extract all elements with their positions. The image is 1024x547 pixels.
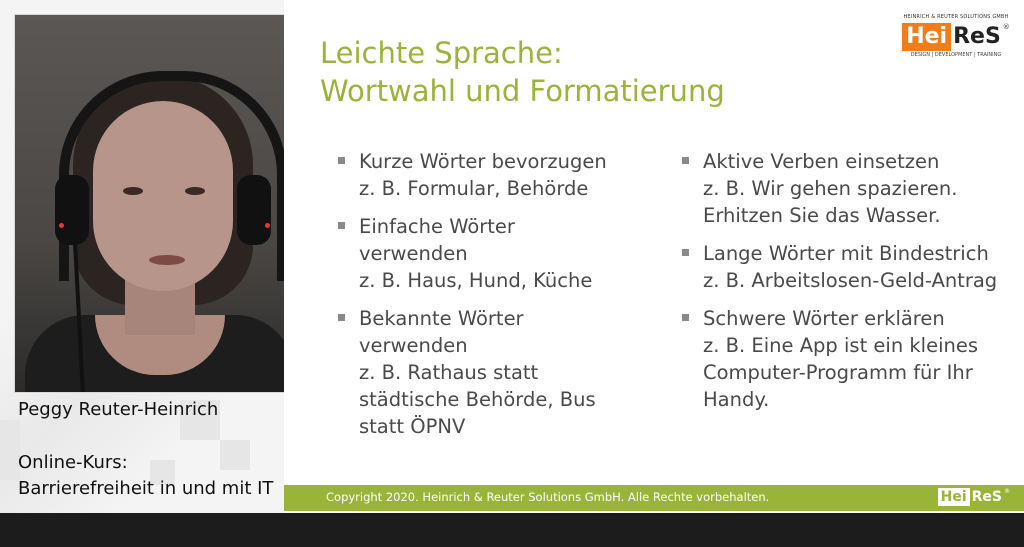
- footer-logo-hei: Hei: [938, 488, 970, 506]
- bullet-text: z. B. Eine App ist ein kleines: [703, 334, 979, 357]
- bullet-item: [682, 240, 1002, 294]
- course-title: Barrierefreiheit in und mit IT: [18, 478, 274, 499]
- logo-tagline: DESIGN | DEVELOPMENT | TRAINING: [910, 52, 1002, 58]
- bullet-text: z. B. Rathaus statt: [359, 361, 539, 384]
- slide-footer: [284, 485, 1024, 511]
- bullet-item: [682, 148, 1002, 229]
- headset-led: [265, 223, 270, 228]
- heires-logo: [898, 14, 1014, 66]
- bullet-square-icon: [682, 157, 689, 164]
- decor-square: [0, 420, 20, 480]
- slide-title: [320, 34, 725, 110]
- slide-title-line: Leichte Sprache:: [320, 36, 563, 70]
- slide-title-line: Wortwahl und Formatierung: [320, 74, 725, 108]
- bullet-item: [682, 305, 1002, 413]
- bullet-column-right: [682, 148, 1002, 424]
- bullet-item: [338, 305, 638, 440]
- bullet-text: verwenden: [359, 334, 468, 357]
- speaker-video: [14, 14, 284, 393]
- bullet-text: Bekannte Wörter: [359, 307, 524, 330]
- bullet-item: [338, 213, 638, 294]
- logo-hei: Hei: [902, 23, 951, 51]
- presentation-slide: [284, 0, 1024, 513]
- headset-led: [59, 223, 64, 228]
- bullet-text: Lange Wörter mit Bindestrich: [703, 242, 989, 265]
- speaker-panel: [0, 0, 284, 513]
- decor-square: [220, 440, 250, 470]
- bullet-text: städtische Behörde, Bus: [359, 388, 596, 411]
- bullet-text: Aktive Verben einsetzen: [703, 150, 940, 173]
- bullet-text: z. B. Haus, Hund, Küche: [359, 269, 593, 292]
- bullet-text: Kurze Wörter bevorzugen: [359, 150, 607, 173]
- bullet-item: [338, 148, 638, 202]
- bullet-square-icon: [338, 314, 345, 321]
- footer-logo: [938, 488, 1010, 506]
- bullet-square-icon: [338, 222, 345, 229]
- bullet-square-icon: [338, 157, 345, 164]
- bullet-column-left: [338, 148, 638, 451]
- bullet-text: z. B. Formular, Behörde: [359, 177, 589, 200]
- bullet-text: statt ÖPNV: [359, 415, 466, 438]
- course-label: Online-Kurs:: [18, 452, 128, 473]
- bullet-text: Einfache Wörter: [359, 215, 515, 238]
- bottom-strip: [0, 513, 1024, 547]
- bullet-text: Schwere Wörter erklären: [703, 307, 945, 330]
- bullet-square-icon: [682, 249, 689, 256]
- bullet-square-icon: [682, 314, 689, 321]
- bullet-text: Computer-Programm für Ihr: [703, 361, 973, 384]
- headset-earcup-icon: [237, 175, 271, 245]
- bullet-text: verwenden: [359, 242, 468, 265]
- copyright-text: Copyright 2020. Heinrich & Reuter Solutions GmbH. Alle Rechte vorbehalten.: [326, 490, 770, 504]
- bullet-text: Handy.: [703, 388, 770, 411]
- logo-company-name: HEINRICH & REUTER SOLUTIONS GMBH: [903, 14, 1009, 20]
- logo-res: ReS: [953, 24, 1001, 49]
- headset-earcup-icon: [55, 175, 89, 245]
- bullet-text: z. B. Wir gehen spazieren.: [703, 177, 958, 200]
- logo-mark: [898, 23, 1014, 51]
- footer-logo-res: ReS: [971, 489, 1002, 505]
- bullet-text: z. B. Arbeitslosen-Geld-Antrag: [703, 269, 998, 292]
- speaker-name: Peggy Reuter-Heinrich: [18, 399, 219, 420]
- registered-icon: ®: [1002, 23, 1010, 31]
- bullet-text: Erhitzen Sie das Wasser.: [703, 204, 941, 227]
- registered-icon: ®: [1004, 488, 1010, 495]
